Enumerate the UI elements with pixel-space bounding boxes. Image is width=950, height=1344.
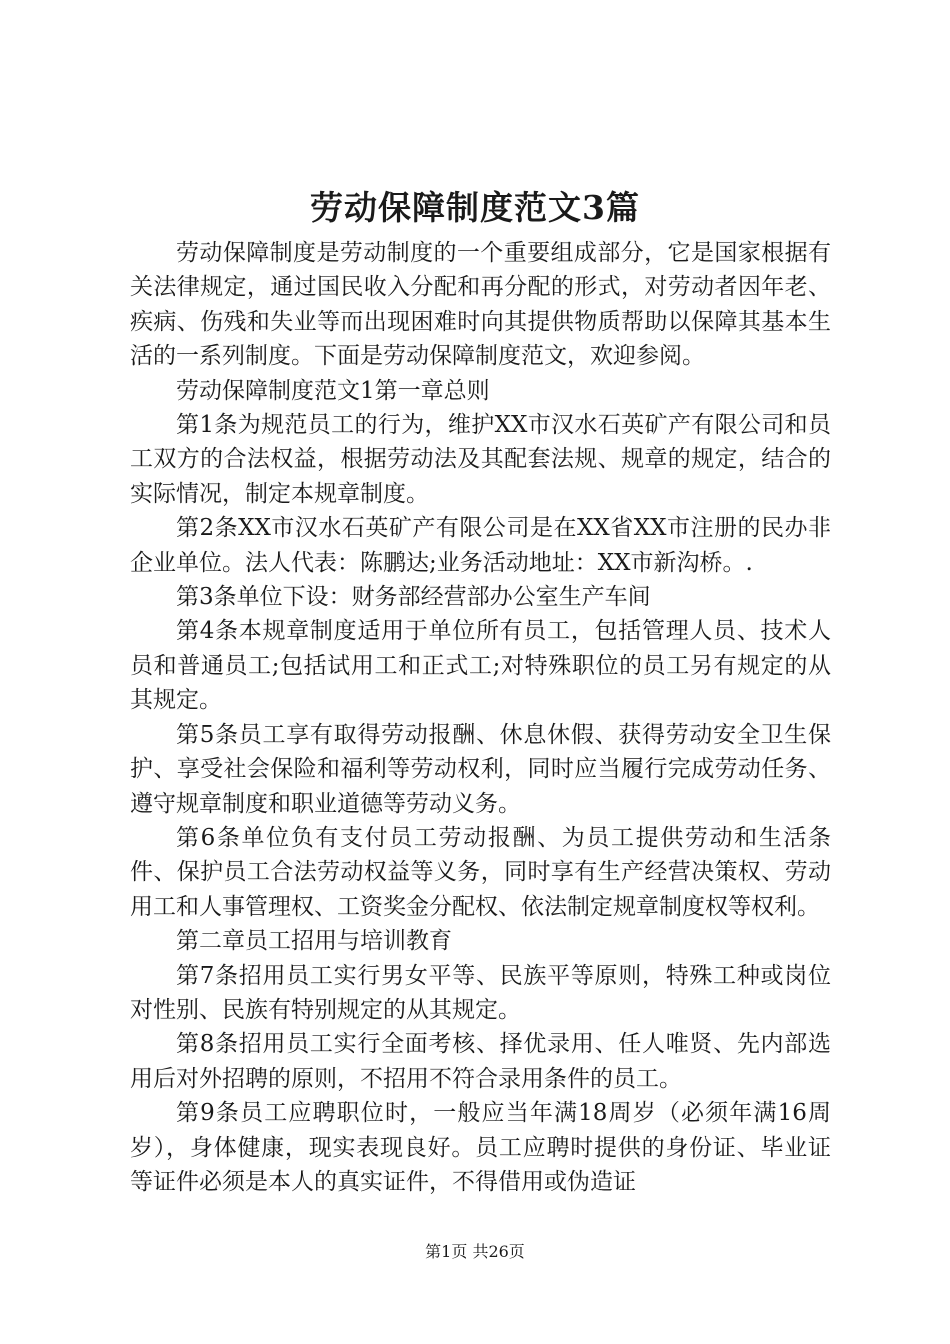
paragraph-heading-chapter-2: 第二章员工招用与培训教育	[176, 928, 452, 955]
paragraph-article-6: 第6条单位负有支付员工劳动报酬、为员工提供劳动和生活条件、保护员工合法劳动权益等义务，同时享有生产经营决策权、劳动用工和人事管理权、工资奖金分配权、依法制定规章制度权等权利。	[130, 824, 831, 920]
document-body	[130, 236, 831, 1199]
paragraph-article-3: 第3条单位下设：财务部经营部办公室生产车间	[176, 584, 651, 611]
paragraph-article-2: 第2条XX市汉水石英矿产有限公司是在XX省XX市注册的民办非企业单位。法人代表：陈鹏达;业务活动地址：XX市新沟桥。.	[130, 515, 831, 576]
paragraph-article-1: 第1条为规范员工的行为，维护XX市汉水石英矿产有限公司和员工双方的合法权益，根据劳动法及其配套法规、规章的规定，结合的实际情况，制定本规章制度。	[130, 412, 831, 507]
paragraph-article-4: 第4条本规章制度适用于单位所有员工，包括管理人员、技术人员和普通员工;包括试用工和正式工;对特殊职位的员工另有规定的从其规定。	[130, 618, 831, 714]
page-footer: 第1页 共26页	[425, 1242, 525, 1261]
paragraph-intro: 劳动保障制度是劳动制度的一个重要组成部分，它是国家根据有关法律规定，通过国民收入分配和再分配的形式，对劳动者因年老、疾病、伤残和失业等而出现困难时向其提供物质帮助以保障其基本生活的一系列制度。下面是劳动保障制度范文，欢迎参阅。	[130, 240, 831, 370]
paragraph-article-7: 第7条招用员工实行男女平等、民族平等原则，特殊工种或岗位对性别、民族有特别规定的从其规定。	[130, 962, 831, 1023]
paragraph-article-9: 第9条员工应聘职位时，一般应当年满18周岁（必须年满16周岁），身体健康，现实表现良好。员工应聘时提供的身份证、毕业证等证件必须是本人的真实证件，不得借用或伪造证	[130, 1100, 831, 1195]
document-title: 劳动保障制度范文3篇	[310, 188, 640, 227]
paragraph-heading-chapter-1: 劳动保障制度范文1第一章总则	[176, 377, 490, 404]
paragraph-article-8: 第8条招用员工实行全面考核、择优录用、任人唯贤、先内部选用后对外招聘的原则，不招用不符合录用条件的员工。	[130, 1031, 831, 1092]
paragraph-article-5: 第5条员工享有取得劳动报酬、休息休假、获得劳动安全卫生保护、享受社会保险和福利等劳动权利，同时应当履行完成劳动任务、遵守规章制度和职业道德等劳动义务。	[130, 721, 831, 817]
